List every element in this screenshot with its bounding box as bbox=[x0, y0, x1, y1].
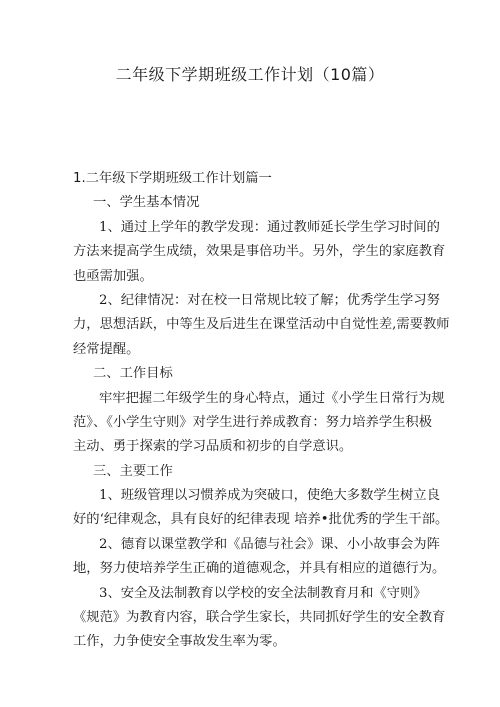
subheading: 三、主要工作 bbox=[93, 463, 173, 479]
paragraph-line: 《规范》为教育内容，联合学生家长，共同抓好学生的安全教育 bbox=[73, 610, 446, 626]
paragraph-line: 1、班级管理以习惯养成为突破口，使绝大多数学生树立良 bbox=[99, 488, 440, 504]
subheading: 二、工作目标 bbox=[93, 366, 173, 382]
paragraph-line: 3、安全及法制教育以学校的安全法制教育月和《守则》 bbox=[99, 585, 427, 601]
paragraph-line: 好的‘纪律观念，具有良好的纪律表现 培养•批优秀的学生干部。 bbox=[73, 512, 449, 528]
document-title: 二年级下学期班级工作计划（10篇） bbox=[115, 65, 385, 84]
paragraph-line: 经常提醒。 bbox=[73, 341, 140, 357]
paragraph-line: 2、德育以课堂教学和《品德与社会》课、小小故事会为阵 bbox=[99, 536, 440, 552]
paragraph-line: 工作，力争使安全事故发生率为零。 bbox=[73, 634, 286, 650]
paragraph-line: 2、纪律情况：对在校一日常规比较了解；优秀学生学习努 bbox=[99, 292, 440, 308]
paragraph-line: 方法来提高学生成绩，效果是事倍功半。另外，学生的家庭教育 bbox=[73, 244, 446, 260]
paragraph-line: 地，努力使培养学生正确的道德观念，并具有相应的道德行为。 bbox=[73, 561, 446, 577]
paragraph-line: 1、通过上学年的教学发现：通过教师延长学生学习时间的 bbox=[99, 219, 440, 235]
paragraph-line: 力，思想活跃，中等生及后进生在课堂活动中自觉性差,需要教师 bbox=[73, 317, 450, 333]
section-heading: 1.二年级下学期班级工作计划篇一 bbox=[73, 171, 272, 186]
paragraph-line: 也亟需加强。 bbox=[73, 268, 153, 284]
paragraph-line: 主动、勇于探索的学习品质和初步的自学意识。 bbox=[73, 439, 353, 455]
paragraph-line: 范》、《小学生守则》对学生进行养成教育：努力培养学生积极 bbox=[73, 414, 433, 430]
subheading: 一、学生基本情况 bbox=[93, 195, 200, 211]
document-body bbox=[73, 167, 450, 655]
paragraph-line: 牢牢把握二年级学生的身心特点，通过《小学生日常行为规 bbox=[99, 390, 445, 406]
